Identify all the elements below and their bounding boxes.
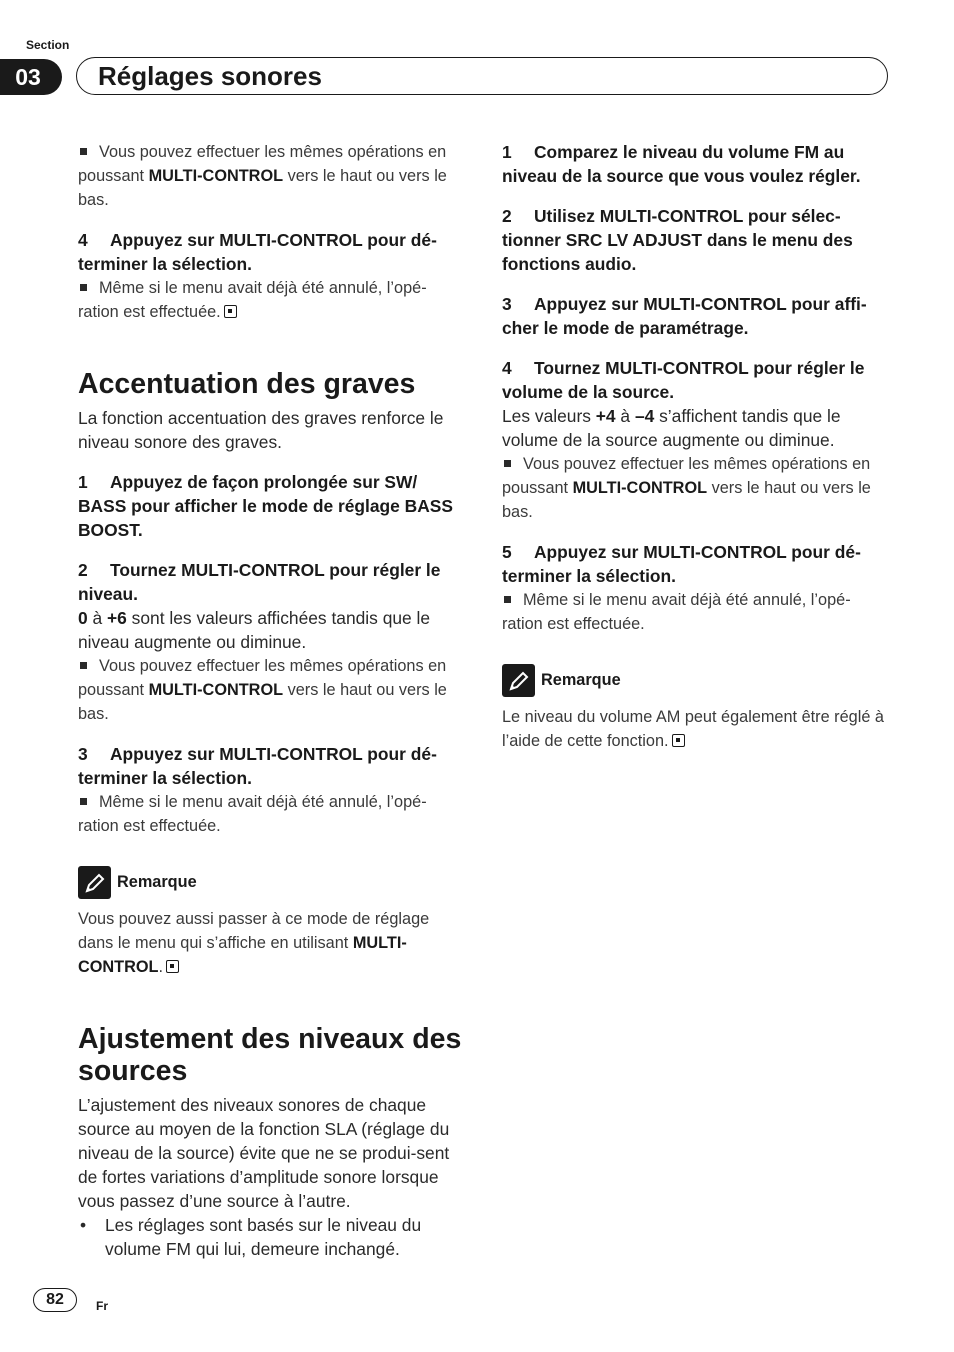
- step-2: 2 Tournez MULTI-CONTROL pour régler le niveau.: [78, 560, 441, 604]
- remark-label: Remarque: [541, 671, 621, 689]
- step-1: 1 Appuyez de façon prolongée sur SW/ BASS pour afficher le mode de réglage BASS BOOST.: [78, 472, 453, 540]
- step-3: 3 Appuyez sur MULTI-CONTROL pour affi-cher le mode de paramétrage.: [502, 294, 867, 338]
- section-title: Réglages sonores: [98, 61, 322, 91]
- step-4: 4 Appuyez sur MULTI-CONTROL pour dé-terminer la sélection.: [78, 230, 437, 274]
- end-mark-icon: [672, 734, 685, 747]
- bullet-icon: •: [80, 1215, 87, 1235]
- square-bullet-icon: [504, 596, 511, 603]
- section-number-badge: 03: [0, 59, 62, 95]
- remark-text: Le niveau du volume AM peut également être réglé à l’aide de cette fonction.: [502, 708, 884, 750]
- note: Vous pouvez effectuer les mêmes opérations en poussant MULTI-CONTROL vers le haut ou vers le bas.: [78, 143, 447, 209]
- language-code: Fr: [96, 1299, 108, 1313]
- square-bullet-icon: [80, 284, 87, 291]
- step-4: 4 Tournez MULTI-CONTROL pour régler le volume de la source.: [502, 358, 865, 402]
- pencil-icon: [78, 866, 111, 899]
- note: Même si le menu avait déjà été annulé, l’opé-ration est effectuée.: [78, 279, 427, 321]
- note: Vous pouvez effectuer les mêmes opérations en poussant MULTI-CONTROL vers le haut ou vers le bas.: [502, 455, 871, 521]
- square-bullet-icon: [80, 662, 87, 669]
- end-mark-icon: [166, 960, 179, 973]
- step-3: 3 Appuyez sur MULTI-CONTROL pour dé-terminer la sélection.: [78, 744, 437, 788]
- square-bullet-icon: [80, 148, 87, 155]
- left-column: [78, 140, 464, 1261]
- end-mark-icon: [224, 305, 237, 318]
- pencil-icon: [502, 664, 535, 697]
- range-text: 0 à +6 sont les valeurs affichées tandis que le niveau augmente ou diminue.: [78, 608, 431, 652]
- page-number: 82: [33, 1288, 77, 1312]
- heading-bass-boost: Accentuation des graves: [78, 368, 416, 400]
- step-1: 1 Comparez le niveau du volume FM au niveau de la source que vous voulez régler.: [502, 142, 861, 186]
- bass-intro: La fonction accentuation des graves renforce le niveau sonore des graves.: [78, 408, 444, 452]
- remark-header: [502, 664, 888, 697]
- range-text: Les valeurs +4 à –4 s’affichent tandis que le volume de la source augmente ou diminue.: [502, 406, 841, 450]
- remark-label: Remarque: [117, 873, 197, 891]
- note: Vous pouvez effectuer les mêmes opérations en poussant MULTI-CONTROL vers le haut ou vers le bas.: [78, 657, 447, 723]
- right-column: [502, 140, 888, 753]
- step-2: 2 Utilisez MULTI-CONTROL pour sélec-tionner SRC LV ADJUST dans le menu des fonctions audio.: [502, 206, 853, 274]
- sla-intro: L’ajustement des niveaux sonores de chaque source au moyen de la fonction SLA (réglage du niveau de la source) évite que ne se produi-sent de fortes variations d’amplitude sonore lorsque vous passez d’une source à l’autre.: [78, 1095, 450, 1211]
- heading-source-level: Ajustement des niveaux des sources: [78, 1023, 462, 1087]
- section-label: Section: [26, 38, 70, 52]
- square-bullet-icon: [504, 460, 511, 467]
- square-bullet-icon: [80, 798, 87, 805]
- list-item: • Les réglages sont basés sur le niveau du volume FM qui lui, demeure inchangé.: [80, 1215, 422, 1259]
- remark-text: Vous pouvez aussi passer à ce mode de réglage dans le menu qui s’affiche en utilisant MULTI-CONTROL.: [78, 910, 430, 976]
- note: Même si le menu avait déjà été annulé, l’opé-ration est effectuée.: [502, 591, 851, 633]
- step-5: 5 Appuyez sur MULTI-CONTROL pour dé-terminer la sélection.: [502, 542, 861, 586]
- note: Même si le menu avait déjà été annulé, l’opé-ration est effectuée.: [78, 793, 427, 835]
- remark-header: [78, 866, 464, 899]
